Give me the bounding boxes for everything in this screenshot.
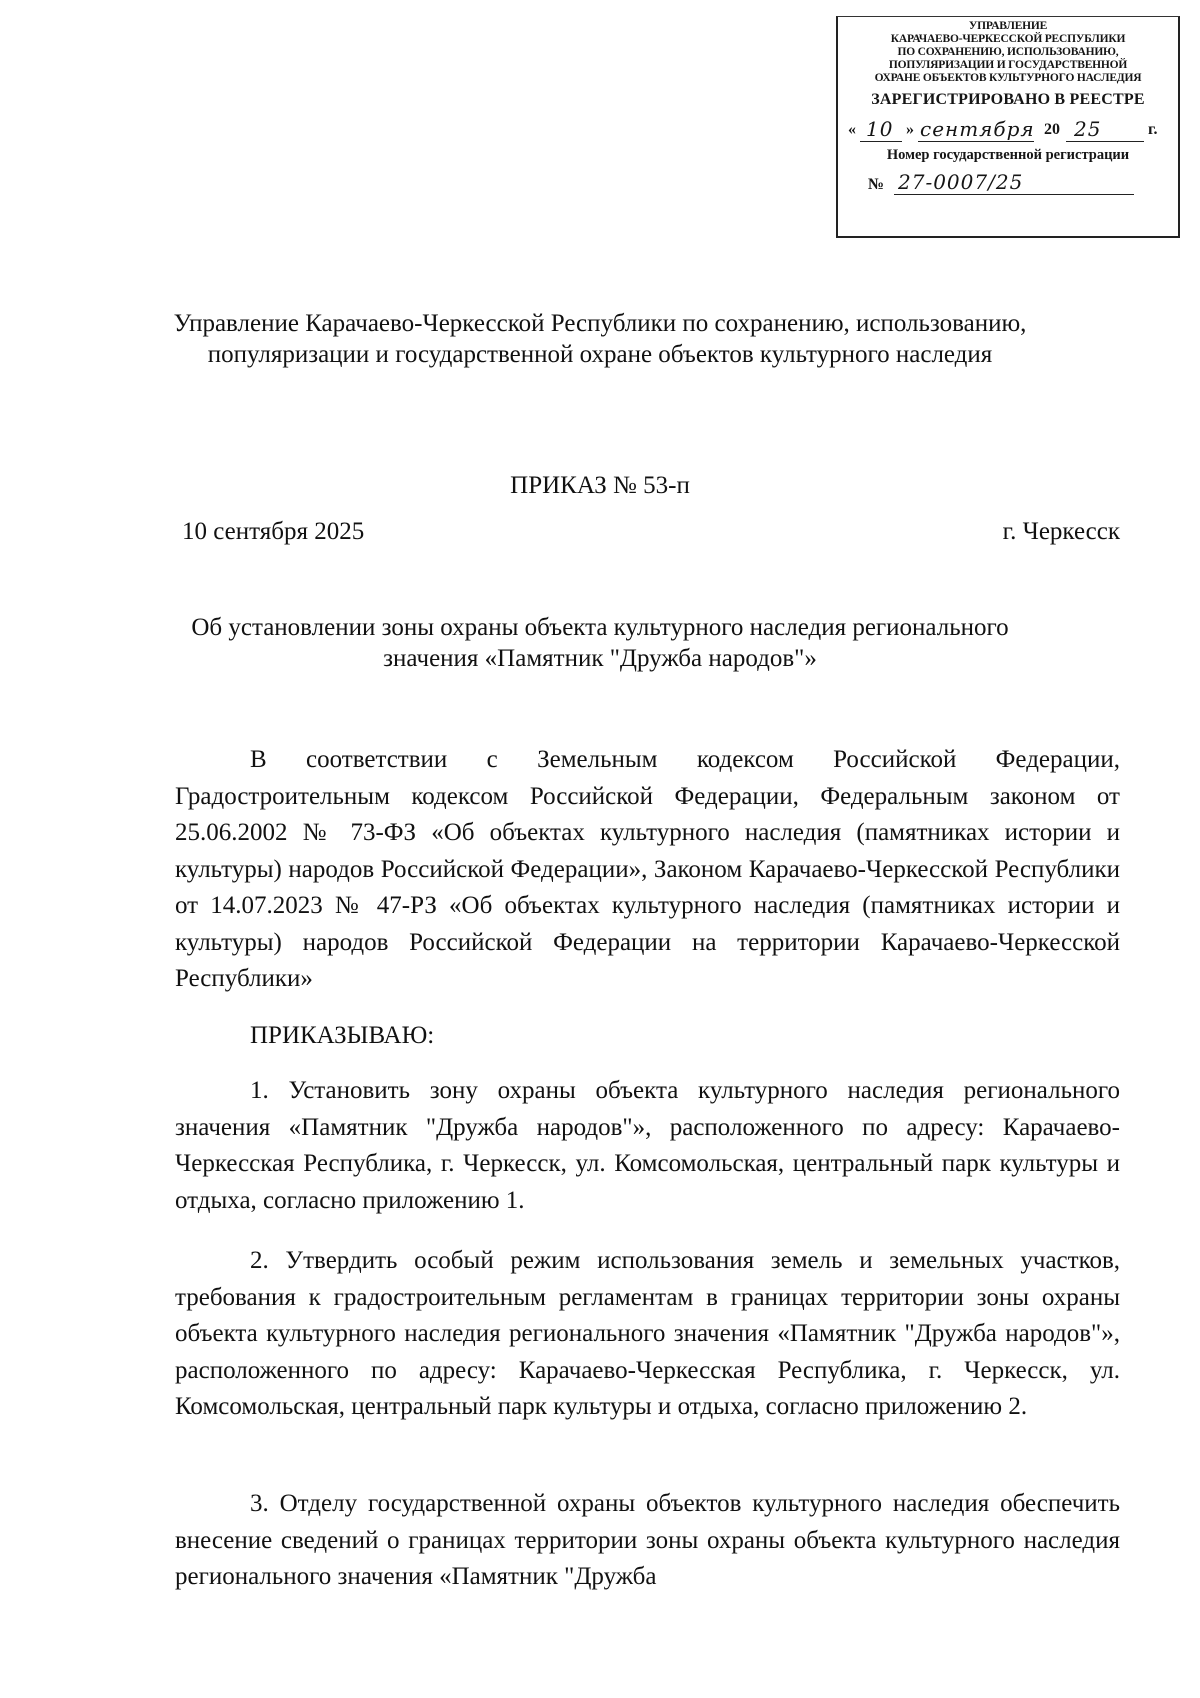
order-item-text: 2. Утвердить особый режим использования земель и земельных участков, требования к градостроительным регламентам в границах территории зоны охраны объекта культурного наследия регионального значения «Памятник "Дружба народов"», расположенного по адресу: Карачаево-Черкесская Республика, г. Черкесск, ул. Комсомольская, центральный парк культуры и отдыха, согласно приложению 2. — [175, 1247, 1120, 1420]
order-date: 10 сентября 2025 — [182, 518, 365, 545]
registration-stamp — [836, 16, 1180, 238]
stamp-registered-label: ЗАРЕГИСТРИРОВАНО В РЕЕСТРЕ — [871, 91, 1145, 108]
stamp-date-line — [848, 117, 1178, 143]
order-item-text: 1. Установить зону охраны объекта культурного наследия регионального значения «Памятник "Дружба народов"», расположенного по адресу: Карачаево-Черкесская Республика, г. Черкесск, ул. Комсомольская, центральный парк культуры и отдыха, согласно приложению 1. — [175, 1077, 1120, 1214]
order-subject: Об установлении зоны охраны объекта культурного наследия регионального значения «Памятник "Дружба народов"» — [191, 614, 1009, 672]
stamp-header-line: ПОПУЛЯРИЗАЦИИ И ГОСУДАРСТВЕННОЙ — [888, 59, 1128, 71]
stamp-number-value: 27-0007/25 — [898, 170, 1024, 194]
stamp-date-month: сентября — [920, 117, 1035, 141]
stamp-header-line: ПО СОХРАНЕНИЮ, ИСПОЛЬЗОВАНИЮ, — [897, 46, 1119, 58]
order-number: ПРИКАЗ № 53-п — [510, 472, 690, 499]
order-item-3 — [175, 1486, 1120, 1596]
stamp-date-year-mark: г. — [1148, 121, 1158, 138]
order-item-text: 3. Отделу государственной охраны объектов культурного наследия обеспечить внесение сведений о границах территории зоны охраны объекта культурного наследия регионального значения «Памятник "Дружба — [175, 1490, 1120, 1590]
order-item-1 — [175, 1073, 1120, 1219]
preamble-paragraph: В соответствии с Земельным кодексом Российской Федерации, Градостроительным кодексом Российской Федерации, Федеральным законом от 25.06.2002 № 73-ФЗ «Об объектах культурного наследия (памятниках истории и культуры) народов Российской Федерации», Законом Карачаево-Черкесской Республики от 14.07.2023 № 47-РЗ «Об объектах культурного наследия (памятниках истории и культуры) народов Российской Федерации на территории Карачаево-Черкесской Республики» — [175, 746, 1120, 992]
stamp-header — [838, 17, 1178, 85]
stamp-header-line: ОХРАНЕ ОБЪЕКТОВ КУЛЬТУРНОГО НАСЛЕДИЯ — [874, 72, 1142, 84]
stamp-number-title: Номер государственной регистрации — [886, 147, 1130, 163]
stamp-number-sign: № — [868, 176, 885, 193]
stamp-date-open-quote: « — [848, 121, 856, 138]
organization-title: Управление Карачаево-Черкесской Республики по сохранению, использованию, популяризации и государственной охране объектов культурного наследия — [173, 310, 1027, 368]
stamp-date-close-quote: » — [906, 121, 914, 138]
order-item-2 — [175, 1243, 1120, 1426]
stamp-date-year-prefix: 20 — [1044, 121, 1060, 138]
stamp-header-line: КАРАЧАЕВО-ЧЕРКЕССКОЙ РЕСПУБЛИКИ — [890, 33, 1126, 45]
order-city: г. Черкесск — [1002, 518, 1120, 545]
decree-label: ПРИКАЗЫВАЮ: — [250, 1022, 435, 1049]
preamble-section — [175, 742, 1120, 998]
stamp-date-year-suffix: 25 — [1074, 117, 1102, 141]
stamp-number-line — [838, 164, 1178, 198]
stamp-date-day: 10 — [866, 117, 894, 141]
stamp-header-line: УПРАВЛЕНИЕ — [968, 20, 1048, 32]
